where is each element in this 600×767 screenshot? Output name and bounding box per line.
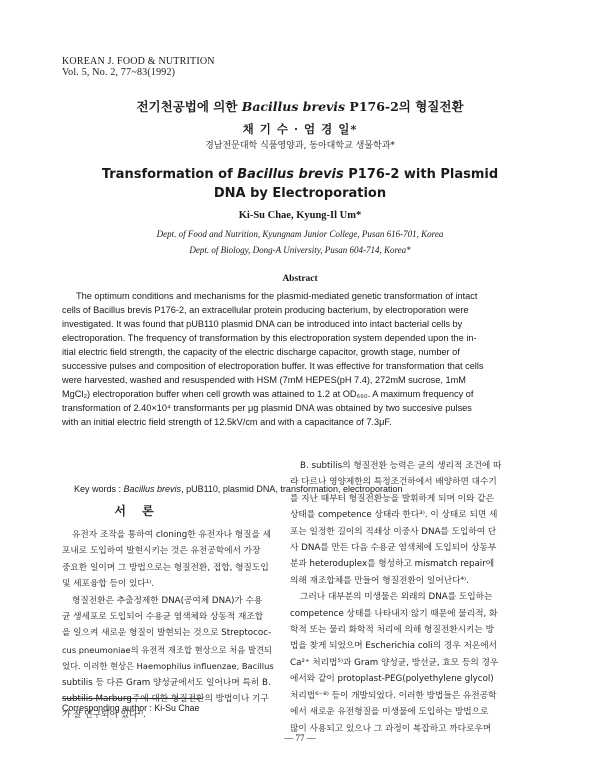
body-line: 학적 또는 물리 화학적 처리에 의해 형질전환시키는 방 <box>290 625 494 636</box>
corresponding-author-footnote: Corresponding author : Ki-Su Chae <box>62 703 200 713</box>
authors-korean: 채 기 수 · 엄 경 일* <box>242 122 358 136</box>
journal-name: KOREAN J. FOOD & NUTRITION <box>62 56 215 67</box>
body-line: 라 다르나 영양제한의 특정조건하에서 배양하면 대수기 <box>290 477 497 488</box>
body-line: competence 상태를 나타내지 않기 때문에 물리적, 화 <box>290 608 498 619</box>
abstract-line: with an initial electric field strength of 12.5kV/cm and with a capacitance of 7.3μF. <box>62 417 392 427</box>
body-line: 에서와 같이 protoplast-PEG(polyethylene glycol) <box>290 674 494 685</box>
body-line: 를 지난 때부터 형질전환능을 발휘하게 되며 이와 같은 <box>290 493 494 504</box>
journal-volume: Vol. 5, No. 2, 77~83(1992) <box>62 67 176 78</box>
keywords: Key words : Bacillus brevis, pUB110, plasmid DNA, transformation, electroporation <box>74 484 403 494</box>
abstract-line: transformation of 2.40×10⁴ transformants per μg plasmid DNA was obtained by two succesive pulses <box>62 403 472 413</box>
abstract-line: investigated. It was found that pUB110 plasmid DNA can be introduced into intact bacterial cells by <box>62 319 463 329</box>
body-line: cus pneumoniae의 유전적 재조합 현상으로 처음 발견되 <box>62 644 273 655</box>
body-line: 포내로 도입하여 발현시키는 것은 유전공학에서 가장 <box>62 546 261 557</box>
body-line: B. subtilis의 형질전환 능력은 균의 생리적 조건에 따 <box>300 461 502 471</box>
journal-header <box>62 56 215 78</box>
body-line: 처리법⁶⁻⁸⁾ 등이 개발되었다. 이러한 방법들은 유전공학 <box>290 690 497 701</box>
abstract-line: MgCl₂) electroporation buffer when cell growth was attained to 1.2 at OD₆₆₀. A maximum frequency of <box>62 389 474 399</box>
footnote-divider <box>62 698 202 699</box>
title-korean: 전기천공법에 의한 Bacillus brevis P176-2의 형질전환 <box>136 99 464 114</box>
right-column <box>290 458 538 737</box>
abstract-line: were harvested, washed and resuspended with HSM (7mM HEPES(pH 7.4), 272mM sucrose, 1mM <box>62 375 466 385</box>
abstract-line: cells of Bacillus brevis P176-2, an extracellular protein producing bacterium, by electroporation were <box>62 305 469 315</box>
body-line: 에서 새로운 유전형질을 미생물에 도입하는 방법으로 <box>290 707 489 718</box>
body-line: 가 잘 연구되어 있다²⁾. <box>62 710 146 721</box>
body-line: 많이 사용되고 있으나 그 과정이 복잡하고 까다로우며 <box>290 723 492 734</box>
body-line: 법을 찾게 되었으며 Escherichia coli의 경우 저온에서 <box>290 641 498 652</box>
abstract-line: The optimum conditions and mechanisms for the plasmid-mediated genetic transformation of intact <box>76 291 478 301</box>
body-line: subtilis Marburg주에 대한 형질전환의 방법이나 기구 <box>62 694 269 705</box>
body-line: 형질전환은 추출정제한 DNA(공여체 DNA)가 수용 <box>72 595 263 606</box>
body-line: 균 생세포로 도입되어 수용균 염색체와 상동적 재조합 <box>62 612 264 623</box>
abstract-line: electroporation. The frequency of transformation by this electroporation system depended upon the in- <box>62 333 477 343</box>
body-line: 을 일으켜 새로운 형질이 발현되는 것으로 Streptococ- <box>62 628 272 639</box>
affiliation-korean: 경남전문대학 식품영양과, 동아대학교 생물학과* <box>205 141 395 151</box>
body-line: subtilis 등 다른 Gram 양성균에서도 일어나며 특히 B. <box>62 677 271 688</box>
section-heading-introduction: 서 론 <box>114 504 160 518</box>
body-line: Ca²⁺ 처리법⁵⁾과 Gram 양성균, 방선균, 효모 등의 경우 <box>290 657 499 668</box>
title-english: Transformation of Bacillus brevis P176-2 with Plasmid DNA by Electroporation <box>101 167 499 201</box>
abstract-line: itial electric field strength, the capacity of the electric discharge capacitor, growth stage, number of <box>62 347 460 357</box>
body-line: 및 세포융합 등이 있다¹⁾. <box>62 579 155 590</box>
abstract-body <box>62 289 538 429</box>
body-line: 분과 heteroduplex를 형성하고 mismatch repair에 <box>290 559 495 570</box>
page-number: — 77 — <box>284 733 316 743</box>
body-line: 었다. 이러한 현상은 Haemophilus influenzae, Bacillus <box>62 661 274 672</box>
body-line: 중요한 일이며 그 방법으로는 형질전환, 접합, 형질도입 <box>62 562 269 573</box>
abstract-heading: Abstract <box>282 274 318 284</box>
body-line: 그러나 대부분의 미생물은 외래의 DNA를 도입하는 <box>300 592 493 603</box>
body-line: 포는 일정한 길이의 직쇄상 이중사 DNA를 도입하여 단 <box>290 526 497 537</box>
body-line: 상태를 competence 상태라 한다³⁾. 이 상태로 되면 세 <box>290 510 498 521</box>
left-column <box>62 527 274 724</box>
body-line: 의해 재조합체를 만들어 형질전환이 일어난다⁴⁾. <box>290 575 469 586</box>
authors-english: Ki-Su Chae, Kyung-Il Um* <box>238 210 362 221</box>
abstract-line: successive pulses and composition of electroporation buffer. It was effective for transformation that cells <box>62 361 484 371</box>
affiliation-english: Dept. of Food and Nutrition, Kyungnam Junior College, Pusan 616-701, Korea Dept. of Biology, Dong-A University, Pusan 604-714, Korea* <box>156 229 444 255</box>
body-line: 유전자 조작을 통하여 cloning한 유전자나 형질을 세 <box>72 530 272 540</box>
body-line: 사 DNA를 만든 다음 수용균 염색체에 도입되어 상동부 <box>290 543 497 554</box>
